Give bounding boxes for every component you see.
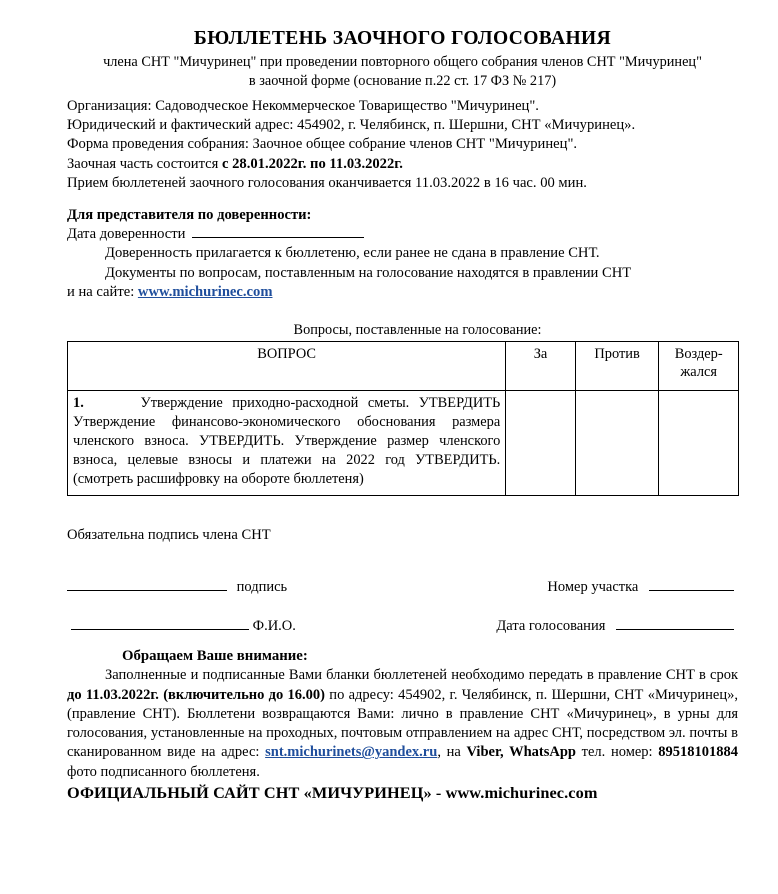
attention-heading: Обращаем Ваше внимание:: [122, 648, 308, 665]
address-line: Юридический и фактический адрес: 454902, г. Челябинск, п. Шершни, СНТ «Мичуринец».: [67, 116, 636, 133]
signature-block: [67, 526, 738, 635]
proxy-date-input[interactable]: [192, 237, 364, 238]
proxy-date-row: [67, 225, 738, 244]
signature-row-2: [67, 604, 738, 635]
fio-left-group: [71, 615, 296, 636]
column-header-question: ВОПРОС: [68, 341, 506, 390]
vote-cell-against-1[interactable]: [575, 390, 659, 495]
fio-input[interactable]: [71, 615, 249, 630]
deadline-line: Прием бюллетеней заочного голосования оканчивается 11.03.2022 в 16 час. 00 мин.: [67, 175, 587, 192]
document-subtitle-line-1: члена СНТ "Мичуринец" при проведении повторного общего собрания членов СНТ "Мичуринец": [103, 54, 702, 71]
attention-body: [67, 666, 738, 782]
vote-date-input[interactable]: [616, 615, 734, 630]
question-text-1: Утверждение приходно-расходной сметы. УТВЕРДИТЬ Утверждение финансово-экономического обоснования размера членского взноса. УТВЕРДИТЬ. Утверждение размер членского взноса, целевые взносы и платежи на 2022 год УТВЕРДИТЬ. (смотреть расшифровку на обороте бюллетеня): [73, 394, 501, 487]
site-prefix: и на сайте:: [67, 284, 138, 301]
vote-date-group: [496, 615, 734, 636]
meeting-form-line: Форма проведения собрания: Заочное общее собрание членов СНТ "Мичуринец".: [67, 136, 578, 153]
proxy-date-label: Дата доверенности: [67, 226, 186, 243]
phone-number: 89518101884: [658, 744, 739, 761]
column-header-against: Против: [575, 341, 659, 390]
michurinec-site-link[interactable]: www.michurinec.com: [137, 284, 273, 301]
table-row: [68, 390, 739, 495]
abstain-line-1: Воздер-: [674, 345, 723, 362]
plot-number-group: [547, 576, 734, 597]
vote-cell-for-1[interactable]: [506, 390, 576, 495]
plot-number-input[interactable]: [649, 576, 734, 591]
voting-table: [67, 341, 739, 496]
table-caption: Вопросы, поставленные на голосование:: [293, 321, 542, 338]
signature-input[interactable]: [67, 576, 227, 591]
organization-line: Организация: Садоводческое Некоммерческое Товарищество "Мичуринец".: [67, 97, 539, 114]
question-cell-1: [68, 390, 506, 495]
attention-body-part-2: по адресу: 454902, г. Челябинск, п. Шершни, СНТ «Мичуринец», (правление СНТ). Бюллетени возвращаются Вами: лично в правление СНТ «Мичуринец», в урны для голосования, установленные на проходных, почтовым отправлением на адрес СНТ, посредством эл. почты в сканированном виде на адрес:: [67, 686, 739, 761]
absentee-period-line: [67, 155, 738, 174]
signature-left-group: [67, 576, 287, 597]
attention-body-part-1: Заполненные и подписанные Вами бланки бюллетеней необходимо передать в правление СНТ в срок: [105, 667, 738, 684]
phone-label: тел. номер:: [575, 744, 659, 761]
absentee-period-dates: с 28.01.2022г. по 11.03.2022г.: [221, 155, 403, 172]
column-header-abstain: [659, 341, 739, 390]
document-subtitle-line-2: в заочной форме (основание п.22 ст. 17 ФЗ № 217): [248, 73, 557, 89]
proxy-heading: Для представителя по доверенности:: [67, 206, 312, 223]
question-number-1: 1.: [73, 394, 84, 411]
absentee-period-prefix: Заочная часть состоится: [67, 155, 222, 172]
plot-number-label: Номер участка: [547, 578, 639, 595]
page-title: БЮЛЛЕТЕНЬ ЗАОЧНОГО ГОЛОСОВАНИЯ: [193, 28, 612, 49]
site-line: [67, 283, 738, 302]
proxy-docs-note: Документы по вопросам, поставленным на голосование находятся в правлении СНТ: [105, 264, 632, 281]
official-site-line: ОФИЦИАЛЬНЫЙ САЙТ СНТ «МИЧУРИНЕЦ» - www.michurinec.com: [67, 782, 598, 802]
column-header-for: За: [506, 341, 576, 390]
vote-date-label: Дата голосования: [496, 617, 606, 634]
table-header-row: [68, 341, 739, 390]
vote-cell-abstain-1[interactable]: [659, 390, 739, 495]
email-link[interactable]: snt.michurinets@yandex.ru: [265, 744, 438, 761]
proxy-attach-note: Доверенность прилагается к бюллетеню, если ранее не сдана в правление СНТ.: [105, 245, 600, 262]
signature-row-1: [67, 565, 738, 596]
fio-label: Ф.И.О.: [252, 617, 296, 634]
messenger-names: Viber, WhatsApp: [466, 744, 576, 761]
attention-body-part-3: , на: [437, 744, 467, 761]
attention-deadline-bold: до 11.03.2022г. (включительно до 16.00): [67, 686, 326, 703]
signature-label: подпись: [236, 578, 288, 595]
signature-requirement: Обязательна подпись члена СНТ: [67, 526, 271, 543]
abstain-line-2: жался: [680, 363, 718, 380]
attention-body-part-4: фото подписанного бюллетеня.: [67, 763, 260, 780]
